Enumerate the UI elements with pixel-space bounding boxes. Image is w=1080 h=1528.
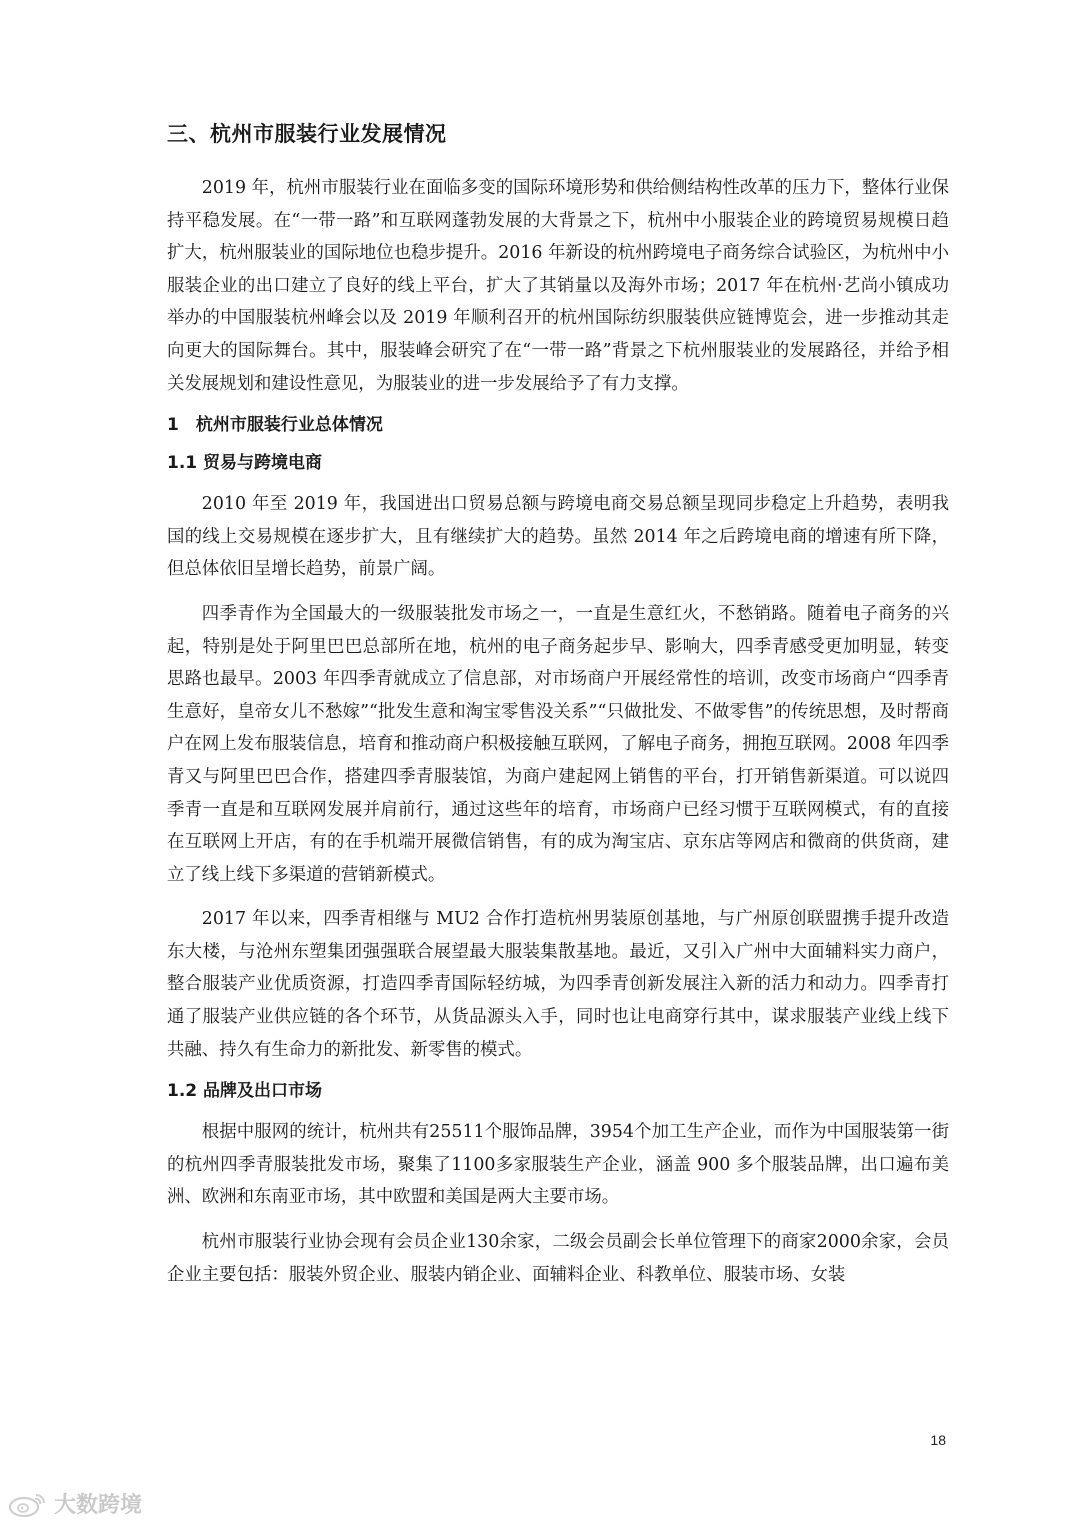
sub1-paragraph-3: 2017 年以来，四季青相继与 MU2 合作打造杭州男装原创基地，与广州原创联盟携手提升改造东大楼，与沧州东塑集团强强联合展望最大服装集散基地。最近，又引入广州中大面辅料实力商户，整合服装产业优质资源，打造四季青国际轻纺城，为四季青创新发展注入新的活力和动力。四季青打通了服装产业供应链的各个环节，从货品源头入手，同时也让电商穿行其中，谋求服装产业线上线下共融、持久有生命力的新批发、新零售的模式。 bbox=[167, 909, 949, 1060]
sub1-paragraph-2: 四季青作为全国最大的一级服装批发市场之一，一直是生意红火，不愁销路。随着电子商务的兴起，特别是处于阿里巴巴总部所在地，杭州的电子商务起步早、影响大，四季青感受更加明显，转变思路也最早。2003 年四季青就成立了信息部，对市场商户开展经常性的培训，改变市场商户“四季青生意好，皇帝女儿不愁嫁”“批发生意和淘宝零售没关系”“只做批发、不做零售”的传统思想，及时帮商户在网上发布服装信息，培育和推动商户积极接触互联网，了解电子商务，拥抱互联网。2008 年四季青又与阿里巴巴合作，搭建四季青服装馆，为商户建起网上销售的平台，打开销售新渠道。可以说四季青一直是和互联网发展并肩前行，通过这些年的培育，市场商户已经习惯于互联网模式，有的直接在互联网上开店，有的在手机端开展微信销售，有的成为淘宝店、京东店等网店和微商的供货商，建立了线上线下多渠道的营销新模式。 bbox=[167, 603, 949, 885]
sub1-paragraph-1: 2010 年至 2019 年，我国进出口贸易总额与跨境电商交易总额呈现同步稳定上升趋势，表明我国的线上交易规模在逐步扩大，且有继续扩大的趋势。虽然 2014 年之后跨境电商的增速有所下降，但总体依旧呈增长趋势，前景广阔。 bbox=[167, 494, 949, 580]
sub2-title: 1.2 品牌及出口市场 bbox=[167, 1081, 323, 1102]
section-title: 三、杭州市服装行业发展情况 bbox=[167, 122, 447, 146]
subsection-title: 1 杭州市服装行业总体情况 bbox=[167, 415, 383, 436]
watermark bbox=[8, 1488, 142, 1519]
watermark-text: 大数跨境 bbox=[54, 1493, 143, 1518]
section-intro-paragraph: 2019 年，杭州市服装行业在面临多变的国际环境形势和供给侧结构性改革的压力下，整体行业保持平稳发展。在“一带一路”和互联网蓬勃发展的大背景之下，杭州中小服装企业的跨境贸易规模日趋扩大，杭州服装业的国际地位也稳步提升。2016 年新设的杭州跨境电子商务综合试验区，为杭州中小服装企业的出口建立了良好的线上平台，扩大了其销量以及海外市场；2017 年在杭州·艺尚小镇成功举办的中国服装杭州峰会以及 2019 年顺利召开的杭州国际纺织服装供应链博览会，进一步推动其走向更大的国际舞台。其中，服装峰会研究了在“一带一路”背景之下杭州服装业的发展路径，并给予相关发展规划和建设性意见，为服装业的进一步发展给予了有力支撑。 bbox=[167, 178, 949, 394]
sub2-paragraph-2: 杭州市服装行业协会现有会员企业130余家，二级会员副会长单位管理下的商家2000余家，会员企业主要包括：服装外贸企业、服装内销企业、面辅料企业、科教单位、服装市场、女装 bbox=[167, 1232, 949, 1285]
page-number: 18 bbox=[930, 1432, 946, 1448]
sub2-paragraph-1: 根据中服网的统计，杭州共有25511个服饰品牌，3954个加工生产企业，而作为中国服装第一街的杭州四季青服装批发市场，聚集了1100多家服装生产企业，涵盖 900 多个服装品牌，出口遍布美洲、欧洲和东南亚市场，其中欧盟和美国是两大主要市场。 bbox=[167, 1122, 949, 1208]
sub1-title: 1.1 贸易与跨境电商 bbox=[167, 453, 323, 474]
page-content bbox=[167, 118, 949, 1303]
weibo-logo-icon bbox=[8, 1491, 48, 1517]
